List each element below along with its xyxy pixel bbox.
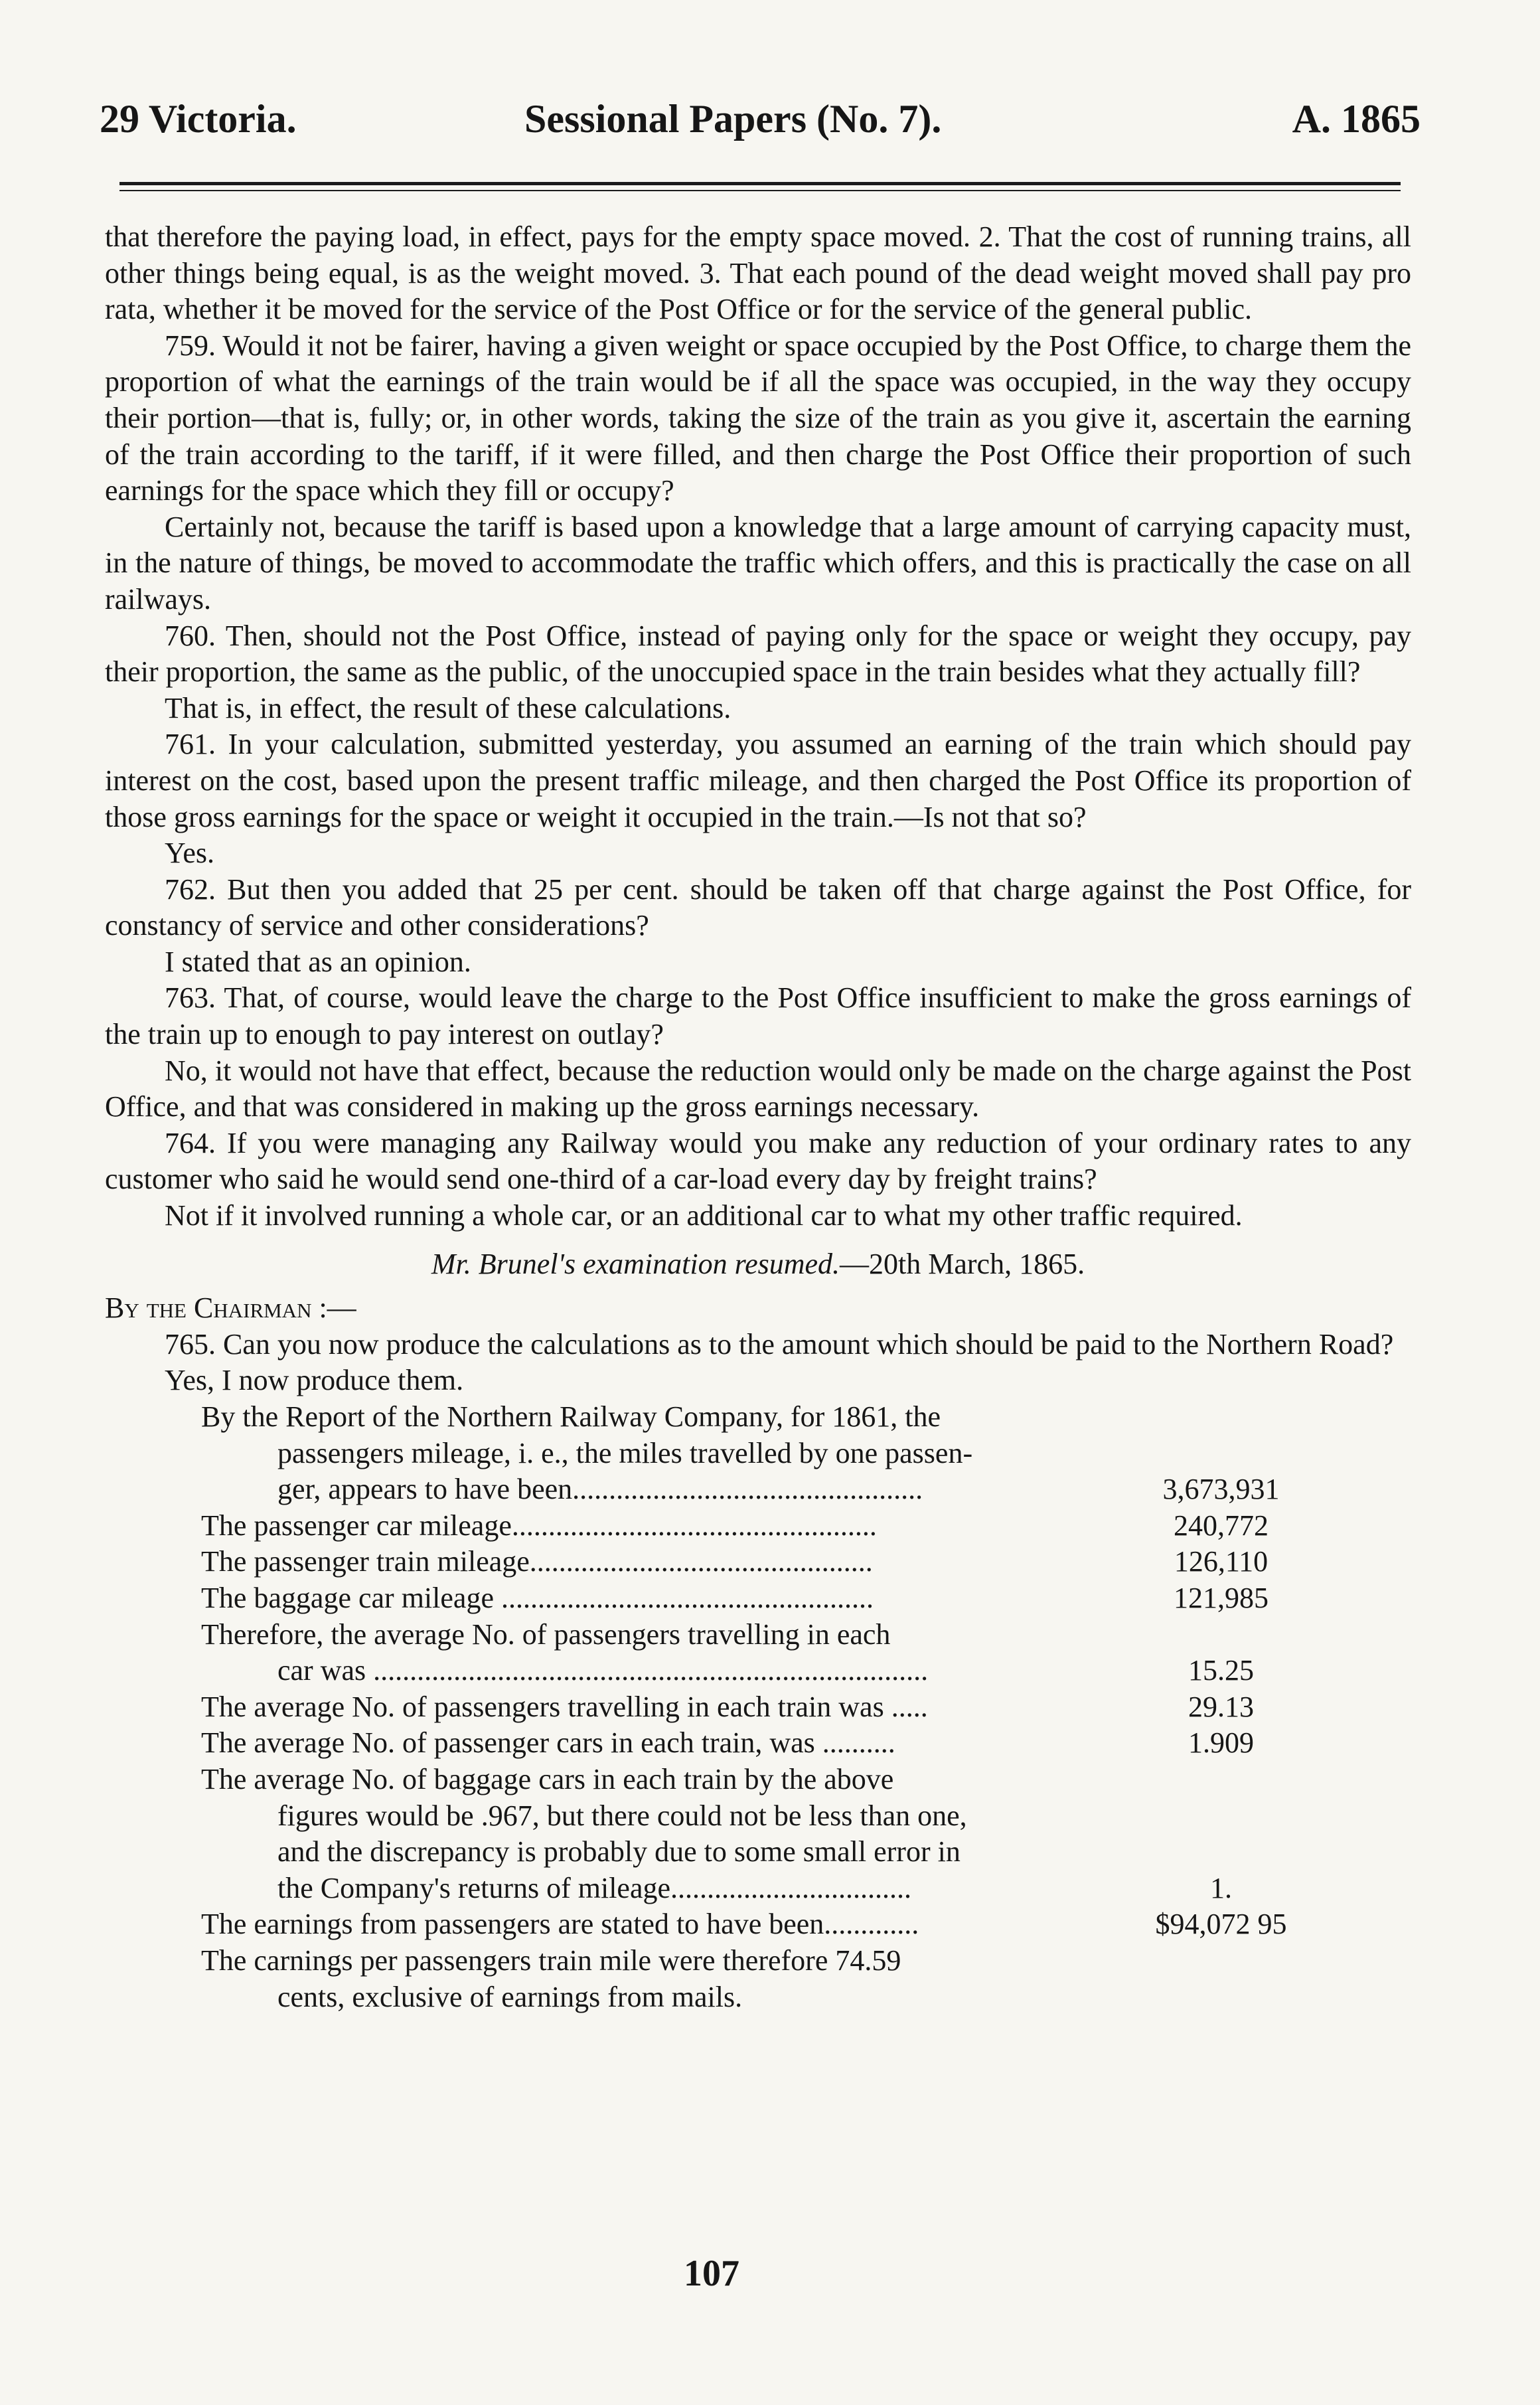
calc-label: The passenger train mileage...............................................: [201, 1545, 873, 1578]
header-rule-thin: [119, 190, 1401, 191]
answer-760: That is, in effect, the result of these calculations.: [165, 691, 732, 724]
calc-value: 1.909: [1188, 1726, 1254, 1760]
calc-label-cont: figures would be .967, but there could not be less than one,: [277, 1799, 967, 1832]
question-761: 761. In your calculation, submitted yesterday, you assumed an earning of the train which should pay interest on the cost, based upon the present traffic mileage, and then charged the Post Office its proportion of those gross earnings for the space or weight it occupied in the train.—Is not that so?: [105, 728, 1411, 833]
question-760: 760. Then, should not the Post Office, instead of paying only for the space or weight they occupy, pay their proportion, the same as the public, of the unoccupied space in the train besides what they actually fill?: [105, 619, 1411, 689]
calc-label: Therefore, the average No. of passengers travelling in each: [201, 1617, 891, 1651]
calc-label: The earnings from passengers are stated to have been.............: [201, 1908, 919, 1941]
calculation-table: [105, 1399, 1411, 2015]
header-rule-thick: [119, 182, 1401, 185]
answer-765: Yes, I now produce them.: [165, 1364, 464, 1397]
calc-label: The baggage car mileage ...................................................: [201, 1581, 874, 1614]
question-762: 762. But then you added that 25 per cent. should be taken off that charge against the Post Office, for constancy of service and other considerations?: [105, 872, 1411, 942]
calc-label-cont: ger, appears to have been................................................: [277, 1473, 923, 1506]
calc-row-avg-baggage-cars: [105, 1762, 1411, 1906]
calc-value: 126,110: [1174, 1545, 1269, 1578]
calc-value: 240,772: [1174, 1509, 1269, 1542]
page-header: [100, 96, 1421, 149]
answer-762: I stated that as an opinion.: [165, 945, 471, 978]
calc-value: 121,985: [1174, 1581, 1269, 1614]
calc-label-cont: car was ............................................................................: [277, 1654, 929, 1687]
calc-value: 29.13: [1188, 1690, 1254, 1723]
calc-row-passenger-earnings: [105, 1906, 1411, 1943]
calc-label-cont: cents, exclusive of earnings from mails.: [277, 1980, 743, 2013]
calc-row-avg-per-car: [105, 1617, 1411, 1689]
question-759: 759. Would it not be fairer, having a given weight or space occupied by the Post Office, to charge them the proportion of what the earnings of the train would be if all the space was occupied, in the way they occupy their portion—that is, fully; or, in other words, taking the size of the train as you give it, ascertain the earning of the train according to the tariff, if it were filled, and then charge the Post Office their proportion of such earnings for the space which they fill or occupy?: [105, 329, 1411, 507]
calc-label: The passenger car mileage..................................................: [201, 1509, 877, 1542]
answer-763: No, it would not have that effect, because the reduction would only be made on the charge against the Post Office, and that was considered in making up the gross earnings necessary.: [105, 1054, 1411, 1123]
examination-title: Mr. Brunel's examination resumed.: [431, 1247, 840, 1280]
calc-value: 15.25: [1188, 1654, 1254, 1687]
answer-759: Certainly not, because the tariff is based upon a knowledge that a large amount of carrying capacity must, in the nature of things, be moved to accommodate the traffic which offers, and this is practically the case on all railways.: [105, 510, 1411, 616]
calc-row-avg-passenger-cars: [105, 1725, 1411, 1762]
calc-label: The average No. of baggage cars in each train by the above: [201, 1762, 894, 1795]
answer-764: Not if it involved running a whole car, or an additional car to what my other traffic required.: [165, 1199, 1243, 1232]
body-text: [105, 219, 1411, 2015]
calc-label-cont: passengers mileage, i. e., the miles travelled by one passen-: [277, 1436, 973, 1469]
calc-value: 3,673,931: [1162, 1473, 1280, 1506]
calc-label-cont: the Company's returns of mileage.................................: [277, 1871, 912, 1904]
question-763: 763. That, of course, would leave the charge to the Post Office insufficient to make the gross earnings of the train up to enough to pay interest on outlay?: [105, 981, 1411, 1051]
header-session: 29 Victoria.: [100, 97, 297, 141]
question-765: 765. Can you now produce the calculations as to the amount which should be paid to the Northern Road?: [165, 1327, 1394, 1361]
calc-label-cont: and the discrepancy is probably due to some small error in: [277, 1835, 961, 1868]
calc-row-passenger-mileage: [105, 1399, 1411, 1508]
calc-value: $94,072 95: [1155, 1908, 1287, 1941]
header-title: Sessional Papers (No. 7).: [524, 97, 942, 141]
calc-row-avg-per-train: [105, 1689, 1411, 1726]
calc-row-earnings-per-mile: [105, 1943, 1411, 2015]
calc-label: The carnings per passengers train mile were therefore 74.59: [201, 1944, 901, 1977]
calc-row-passenger-car-mileage: [105, 1508, 1411, 1544]
calc-row-passenger-train-mileage: [105, 1544, 1411, 1580]
page-number: 107: [684, 2253, 739, 2294]
calc-label: The average No. of passenger cars in each train, was ..........: [201, 1726, 895, 1760]
paragraph-continuation: that therefore the paying load, in effect, pays for the empty space moved. 2. That the cost of running trains, all other things being equal, is as the weight moved. 3. That each pound of the dead weight moved shall pay pro rata, whether it be moved for the service of the Post Office or for the service of the general public.: [105, 220, 1411, 326]
examination-date: —20th March, 1865.: [840, 1247, 1085, 1280]
calc-row-baggage-car-mileage: [105, 1580, 1411, 1617]
question-764: 764. If you were managing any Railway would you make any reduction of your ordinary rates to any customer who said he would send one-third of a car-load every day by freight trains?: [105, 1126, 1411, 1196]
calc-label: By the Report of the Northern Railway Company, for 1861, the: [201, 1400, 941, 1433]
calc-value: 1.: [1210, 1871, 1232, 1904]
answer-761: Yes.: [165, 837, 215, 870]
header-year: A. 1865: [1292, 97, 1421, 141]
by-chairman-heading: By the Chairman :—: [105, 1291, 356, 1325]
examination-heading: [105, 1246, 1411, 1283]
calc-label: The average No. of passengers travelling in each train was .....: [201, 1690, 928, 1723]
